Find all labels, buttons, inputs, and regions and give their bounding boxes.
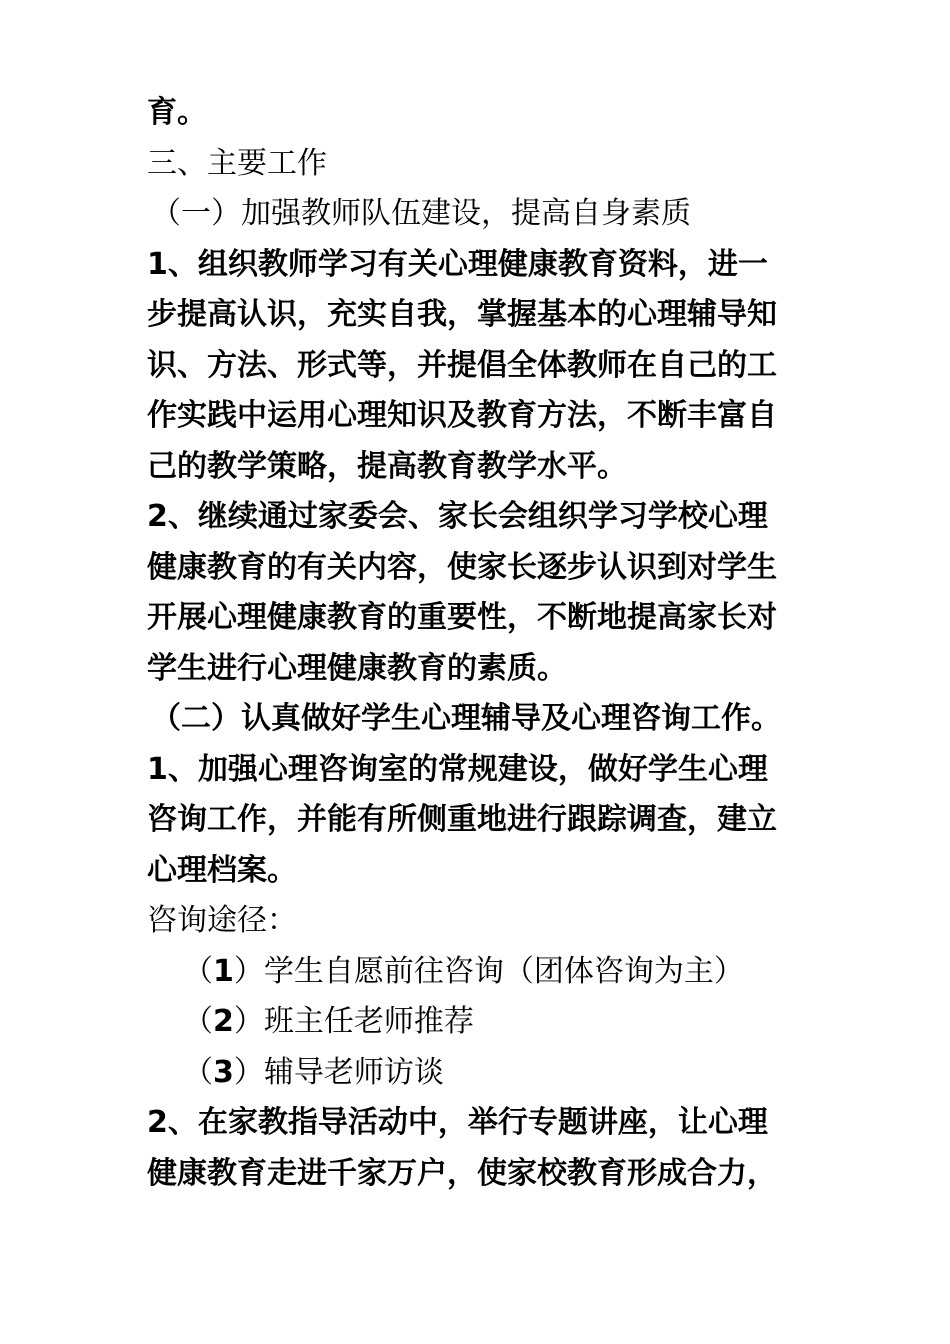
text-line-11: 开展心理健康教育的重要性，不断地提高家长对	[147, 600, 777, 635]
text-line-7: 作实践中运用心理知识及教育方法，不断丰富自	[147, 398, 777, 433]
text-line-1: 育。	[147, 95, 207, 130]
document-body	[147, 88, 827, 1199]
text-line-12: 学生进行心理健康教育的素质。	[147, 650, 567, 686]
text-line-5: 步提高认识，充实自我，掌握基本的心理辅导知	[147, 297, 777, 332]
text-line-6: 识、方法、形式等，并提倡全体教师在自己的工	[147, 347, 777, 383]
text-line-item-2b: 2、在家教指导活动中，举行专题讲座，让心理	[147, 1105, 768, 1140]
channel-item-1: （1）学生自愿前往咨询（团体咨询为主）	[183, 953, 744, 989]
text-line-8: 己的教学策略，提高教育教学水平。	[147, 448, 627, 484]
text-line-16: 心理档案。	[147, 852, 297, 888]
subsection-heading-teachers: （一）加强教师队伍建设，提高自身素质	[151, 196, 691, 231]
text-line-item-1: 1、组织教师学习有关心理健康教育资料，进一	[147, 246, 768, 282]
text-line-item-2: 2、继续通过家委会、家长会组织学习学校心理	[147, 499, 768, 534]
section-heading-main-work: 三、主要工作	[147, 145, 327, 181]
channel-item-2: （2）班主任老师推荐	[183, 1004, 474, 1039]
channel-item-3: （3）辅导老师访谈	[183, 1054, 444, 1090]
text-line-22: 健康教育走进千家万户，使家校教育形成合力，	[147, 1155, 777, 1191]
counseling-channels-label: 咨询途径：	[147, 903, 297, 938]
text-line-15: 咨询工作，并能有所侧重地进行跟踪调查，建立	[147, 802, 777, 837]
text-line-10: 健康教育的有关内容，使家长逐步认识到对学生	[147, 549, 777, 585]
text-line-item-1b: 1、加强心理咨询室的常规建设，做好学生心理	[147, 751, 768, 787]
subsection-heading-counseling: （二）认真做好学生心理辅导及心理咨询工作。	[151, 701, 781, 736]
